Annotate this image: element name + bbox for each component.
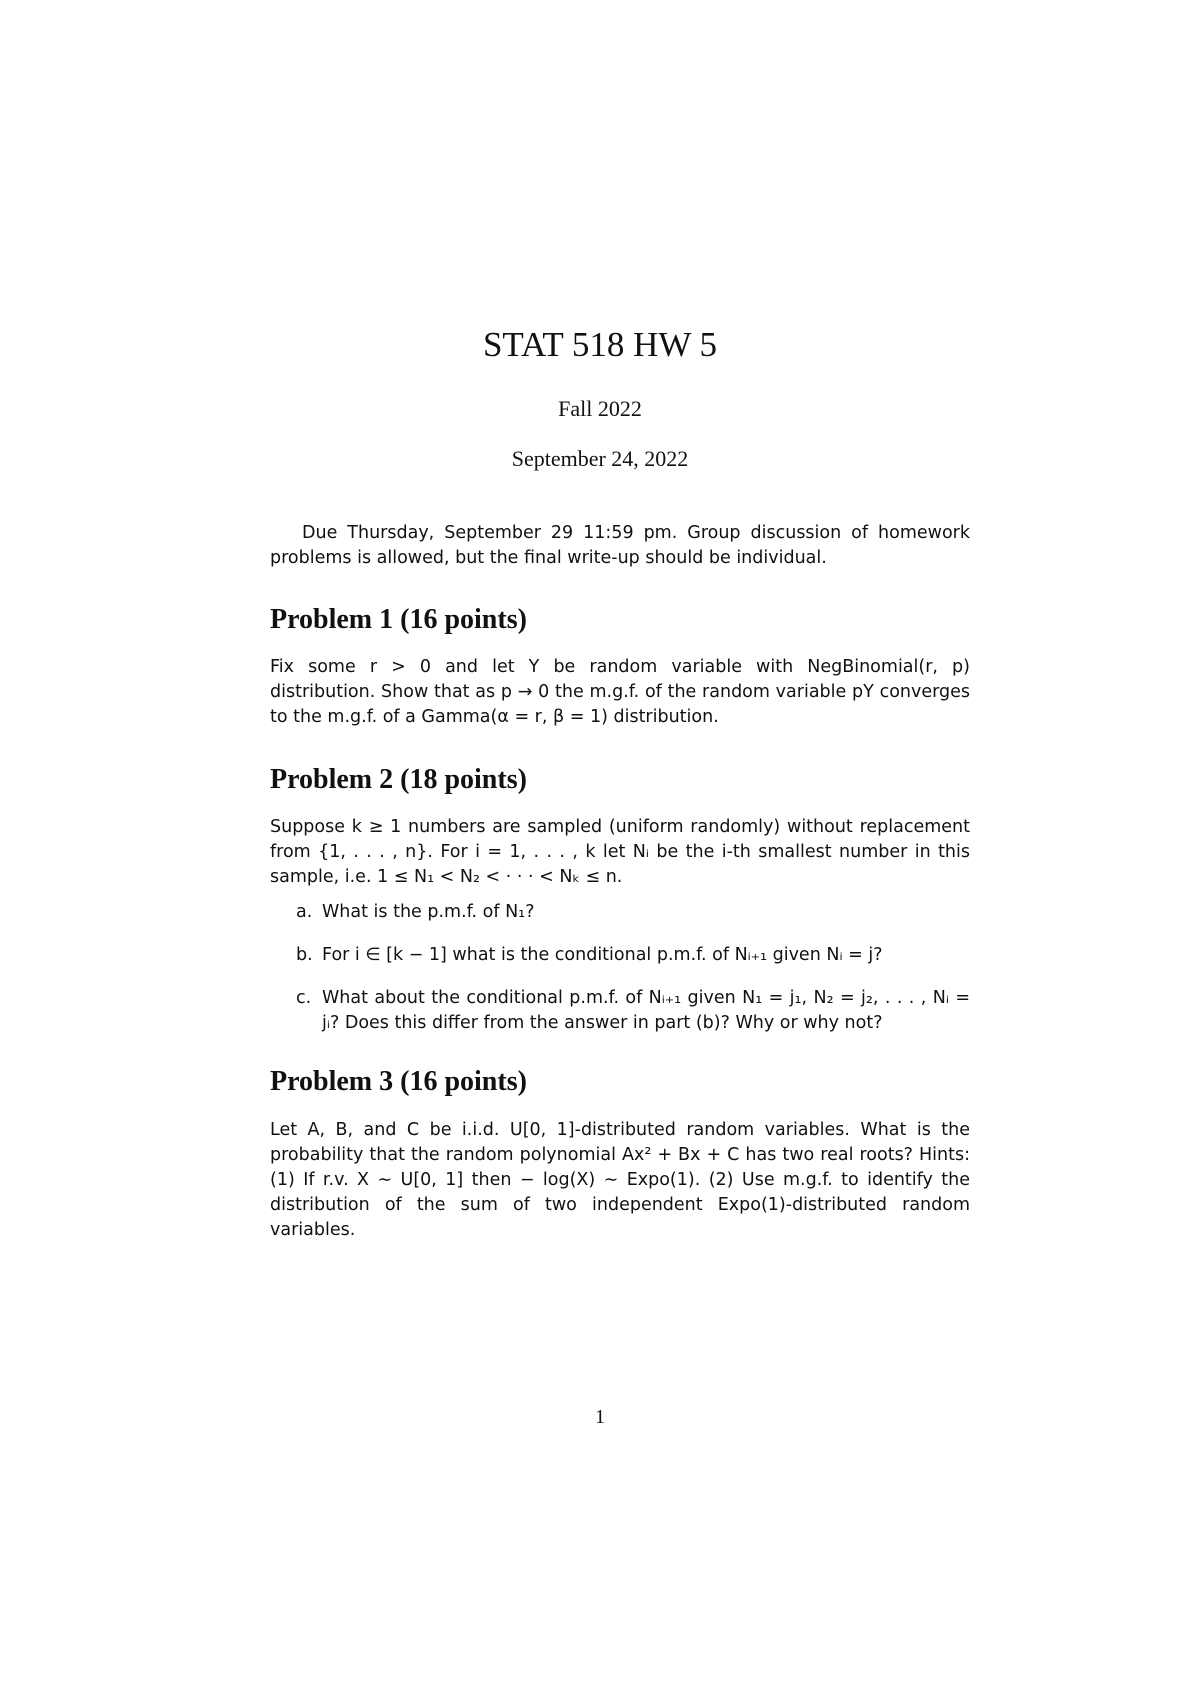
problem-1-section [270,604,970,636]
intro-section [270,521,970,571]
document-term: Fall 2022 [558,396,642,421]
problem-3-section [270,1066,970,1098]
page-number: 1 [595,1406,605,1428]
problem-3-body [270,1118,970,1243]
list-item-label: b. [296,945,313,965]
problem-1-body [270,655,970,730]
list-item-text: What about the conditional p.m.f. of Nᵢ₊₁ given N₁ = j₁, N₂ = j₂, . . . , Nᵢ = jᵢ? Does this differ from the answer in part (b)? Why or why not? [322,988,970,1033]
problem-1-text: Fix some r > 0 and let Y be random variable with NegBinomial(r, p) distribution. Show that as p → 0 the m.g.f. of the random variable pY converges to the m.g.f. of a Gamma(α = r, β = 1) distribution. [270,657,970,727]
list-item [270,943,970,968]
list-item [270,986,970,1036]
problem-2-text: Suppose k ≥ 1 numbers are sampled (uniform randomly) without replacement from {1, . . . , n}. For i = 1, . . . , k let Nᵢ be the i-th smallest number in this sample, i.e. 1 ≤ N₁ < N₂ < · · · < Nₖ ≤ n. [270,817,970,887]
problem-3-heading: Problem 3 (16 points) [270,1066,527,1097]
problem-2-body [270,815,970,890]
problem-2-section [270,764,970,796]
list-item-text: What is the p.m.f. of N₁? [322,902,535,922]
list-item-text: For i ∈ [k − 1] what is the conditional p.m.f. of Nᵢ₊₁ given Nᵢ = j? [322,945,883,965]
problem-1-heading: Problem 1 (16 points) [270,604,527,635]
problem-2-parts-list [270,900,970,1054]
document-date: September 24, 2022 [511,446,689,471]
document-title: STAT 518 HW 5 [482,325,718,364]
problem-3-text: Let A, B, and C be i.i.d. U[0, 1]-distributed random variables. What is the probability that the random polynomial Ax² + Bx + C has two real roots? Hints: (1) If r.v. X ∼ U[0, 1] then − log(X) ∼ Expo(1). (2) Use m.g.f. to identify the distribution of the sum of two independent Expo(1)-distributed random variables. [270,1120,970,1240]
list-item-label: c. [296,988,312,1008]
list-item [270,900,970,925]
intro-paragraph: Due Thursday, September 29 11:59 pm. Group discussion of homework problems is allowed, but the final write-up should be individual. [270,523,970,568]
problem-2-heading: Problem 2 (18 points) [270,764,527,795]
list-item-label: a. [296,902,313,922]
